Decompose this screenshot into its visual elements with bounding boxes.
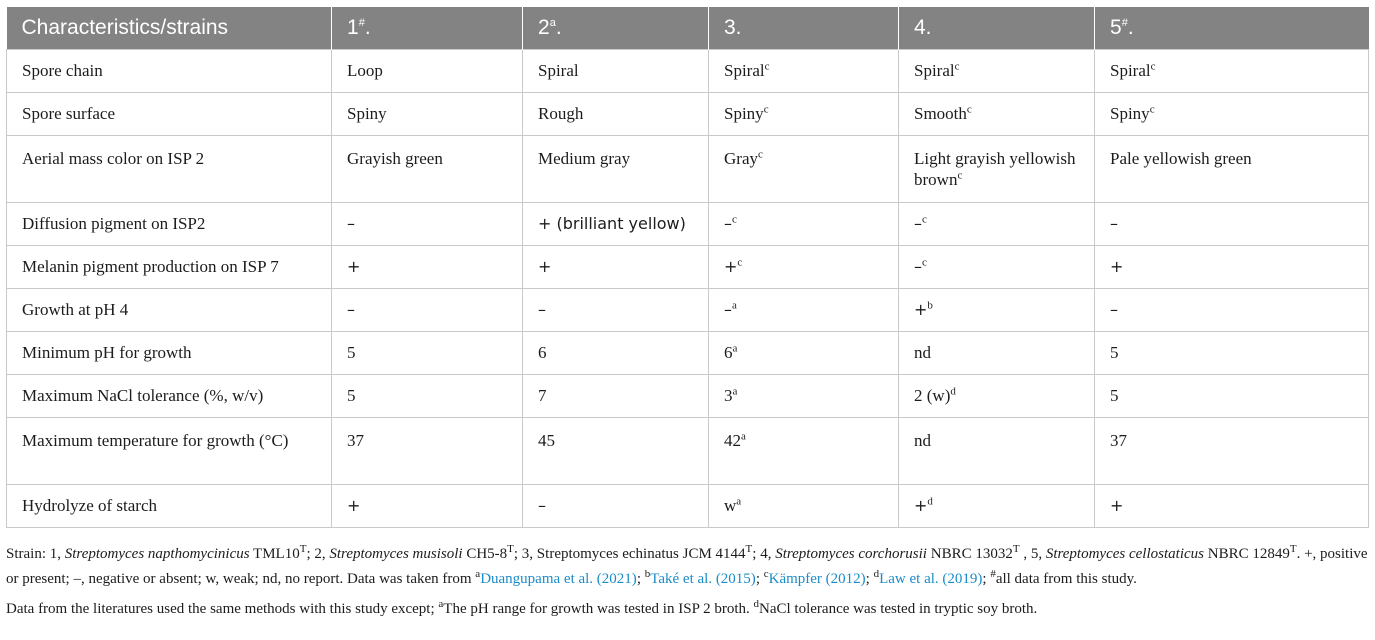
cell-strain-4 bbox=[899, 135, 1095, 202]
cell-strain-2 bbox=[523, 484, 709, 527]
header-strain-2: 2$^a$. bbox=[523, 7, 709, 49]
cell-strain-2 bbox=[523, 49, 709, 92]
header-strain-5: 5#. bbox=[1110, 15, 1134, 39]
cell-strain-5 bbox=[1095, 202, 1369, 245]
table-row bbox=[7, 374, 1369, 417]
cell-value: 6 bbox=[538, 343, 547, 362]
cell-value: Loop bbox=[347, 61, 383, 80]
cell-strain-2 bbox=[523, 245, 709, 288]
cell-superscript: d bbox=[950, 385, 956, 398]
cell-value: 37 bbox=[347, 430, 364, 450]
cell-strain-3 bbox=[709, 92, 899, 135]
cell-strain-1 bbox=[332, 49, 523, 92]
cell-value: – bbox=[1110, 214, 1118, 233]
cell-strain-4 bbox=[899, 92, 1095, 135]
cell-strain-5 bbox=[1095, 374, 1369, 417]
cell-value: – bbox=[1110, 300, 1118, 319]
cell-superscript: c bbox=[763, 103, 769, 116]
cell-strain-3 bbox=[709, 135, 899, 202]
cell-value: w bbox=[724, 496, 737, 515]
cell-strain-5 bbox=[1095, 245, 1369, 288]
cell-strain-3 bbox=[709, 331, 899, 374]
cell-value: nd bbox=[914, 430, 931, 450]
cell-strain-1 bbox=[332, 245, 523, 288]
cell-superscript: c bbox=[1149, 103, 1155, 116]
cell-superscript: d bbox=[927, 495, 933, 508]
cell-superscript: c bbox=[957, 168, 963, 181]
cell-strain-4 bbox=[899, 245, 1095, 288]
cell-strain-4 bbox=[899, 49, 1095, 92]
table-row bbox=[7, 135, 1369, 202]
cell-value: + bbox=[347, 257, 361, 276]
reference-link-kampfer[interactable]: Kämpfer (2012) bbox=[768, 571, 866, 587]
cell-superscript: a bbox=[736, 495, 742, 508]
cell-strain-5 bbox=[1095, 417, 1369, 484]
cell-strain-1 bbox=[332, 202, 523, 245]
cell-strain-3 bbox=[709, 417, 899, 484]
cell-value: nd bbox=[914, 343, 931, 362]
table-row bbox=[7, 202, 1369, 245]
cell-strain-4 bbox=[899, 417, 1095, 484]
cell-superscript: c bbox=[922, 213, 927, 226]
cell-superscript: c bbox=[966, 103, 972, 116]
cell-superscript: c bbox=[737, 256, 743, 269]
cell-strain-4 bbox=[899, 202, 1095, 245]
cell-strain-1 bbox=[332, 374, 523, 417]
cell-strain-3 bbox=[709, 49, 899, 92]
cell-value: 5 bbox=[347, 343, 356, 362]
cell-value: + bbox=[347, 496, 361, 515]
reference-link-take[interactable]: Také et al. (2015) bbox=[650, 571, 756, 587]
cell-superscript: a bbox=[732, 299, 737, 312]
cell-superscript: c bbox=[757, 147, 763, 160]
cell-value: Spiral bbox=[538, 61, 579, 80]
cell-superscript: c bbox=[922, 256, 927, 269]
table-row bbox=[7, 331, 1369, 374]
cell-value: + bbox=[538, 257, 552, 276]
table-footnotes bbox=[6, 542, 1370, 622]
cell-value: 5 bbox=[347, 386, 356, 405]
cell-value: 45 bbox=[538, 430, 555, 450]
reference-link-duangupama[interactable]: Duangupama et al. (2021) bbox=[480, 571, 637, 587]
header-strain-1: 1#. bbox=[332, 7, 523, 49]
cell-strain-2 bbox=[523, 288, 709, 331]
cell-value: 37 bbox=[1110, 430, 1127, 450]
table-row bbox=[7, 484, 1369, 527]
cell-strain-5 bbox=[1095, 92, 1369, 135]
footnote-methods: Data from the literatures used the same methods with this study except; $^a$The pH range for growth was tested in ISP 2 broth. $^d$NaCl tolerance was tested in tryptic soy broth. bbox=[6, 598, 1038, 617]
cell-strain-2 bbox=[523, 92, 709, 135]
cell-strain-1 bbox=[332, 331, 523, 374]
table-row bbox=[7, 49, 1369, 92]
cell-value: Smooth bbox=[914, 104, 967, 123]
cell-superscript: a bbox=[741, 429, 746, 442]
cell-value: 5 bbox=[1110, 343, 1119, 362]
header-strain-3: 3. bbox=[709, 7, 899, 49]
cell-value: – bbox=[347, 214, 355, 233]
cell-value: – bbox=[914, 257, 922, 276]
row-label: Melanin pigment production on ISP 7 bbox=[7, 245, 332, 288]
cell-strain-2 bbox=[523, 135, 709, 202]
table-row bbox=[7, 288, 1369, 331]
cell-value: Spiny bbox=[347, 104, 387, 123]
header-characteristics: Characteristics/strains bbox=[7, 7, 332, 49]
cell-strain-5 bbox=[1095, 331, 1369, 374]
strain-characteristics-table bbox=[6, 7, 1369, 528]
cell-value: – bbox=[724, 214, 732, 233]
cell-strain-2 bbox=[523, 202, 709, 245]
cell-strain-5 bbox=[1095, 484, 1369, 527]
cell-value: Pale yellowish green bbox=[1110, 148, 1252, 168]
cell-strain-5 bbox=[1095, 288, 1369, 331]
cell-value: Light grayish yellowish brown bbox=[914, 148, 1076, 189]
row-label: Hydrolyze of starch bbox=[7, 484, 332, 527]
cell-strain-3 bbox=[709, 288, 899, 331]
cell-value: 2 (w) bbox=[914, 386, 951, 405]
cell-strain-4 bbox=[899, 288, 1095, 331]
cell-strain-5 bbox=[1095, 135, 1369, 202]
cell-value: + bbox=[914, 496, 928, 515]
cell-value: Spiral bbox=[1110, 61, 1151, 80]
reference-link-law[interactable]: Law et al. (2019) bbox=[879, 571, 983, 587]
cell-strain-4 bbox=[899, 374, 1095, 417]
table-header-row bbox=[7, 7, 1369, 49]
cell-strain-3 bbox=[709, 245, 899, 288]
cell-strain-1 bbox=[332, 288, 523, 331]
row-label: Diffusion pigment on ISP2 bbox=[7, 202, 332, 245]
cell-value: + bbox=[1110, 496, 1124, 515]
cell-strain-1 bbox=[332, 484, 523, 527]
cell-value: 3 bbox=[724, 386, 733, 405]
cell-value: + bbox=[724, 257, 738, 276]
cell-value: + bbox=[1110, 257, 1124, 276]
cell-strain-3 bbox=[709, 374, 899, 417]
row-label: Growth at pH 4 bbox=[7, 288, 332, 331]
row-label: Maximum temperature for growth (°C) bbox=[7, 417, 332, 484]
cell-strain-1 bbox=[332, 417, 523, 484]
row-label: Spore surface bbox=[7, 92, 332, 135]
cell-strain-4 bbox=[899, 484, 1095, 527]
cell-strain-2 bbox=[523, 331, 709, 374]
cell-strain-1 bbox=[332, 92, 523, 135]
cell-superscript: b bbox=[927, 299, 933, 312]
cell-value: 6 bbox=[724, 343, 733, 362]
cell-superscript: a bbox=[732, 342, 738, 355]
cell-value: + (brilliant yellow) bbox=[538, 214, 686, 233]
cell-value: 7 bbox=[538, 386, 547, 405]
row-label: Minimum pH for growth bbox=[7, 331, 332, 374]
cell-value: Grayish green bbox=[347, 148, 443, 168]
cell-value: – bbox=[724, 300, 732, 319]
row-label: Aerial mass color on ISP 2 bbox=[7, 135, 332, 202]
table-row bbox=[7, 245, 1369, 288]
cell-strain-2 bbox=[523, 417, 709, 484]
cell-strain-4 bbox=[899, 331, 1095, 374]
cell-value: Rough bbox=[538, 104, 584, 123]
cell-value: – bbox=[538, 496, 546, 515]
footnote-strains: Strain: 1, Streptomyces napthomycinicus $TML10^T$; 2, Streptomyces musisoli $CH5-8^T$; 3, Streptomyces echinatus JCM $4144^T$; 4, Streptomyces corchorusii NBRC $13032^T$ , 5, Streptomyces cellostaticus NBRC $12849^T$. +, positive or present; –, negative or absent; w, weak; nd, no report. Data was taken from $^a$Duangupama et al. (2021); $^b$Také et al. (2015); $^c$Kämpfer (2012); $^d$Law et al. (2019); #all data from this study. bbox=[6, 543, 1368, 587]
cell-value: 5 bbox=[1110, 386, 1119, 405]
cell-strain-2 bbox=[523, 374, 709, 417]
row-label: Maximum NaCl tolerance (%, w/v) bbox=[7, 374, 332, 417]
cell-value: + bbox=[914, 300, 928, 319]
row-label: Spore chain bbox=[7, 49, 332, 92]
cell-strain-1 bbox=[332, 135, 523, 202]
cell-value: Spiny bbox=[1110, 104, 1150, 123]
cell-superscript: c bbox=[1150, 60, 1156, 73]
cell-value: Medium gray bbox=[538, 148, 631, 168]
cell-value: 42 bbox=[724, 430, 741, 450]
table-row bbox=[7, 417, 1369, 484]
cell-strain-5 bbox=[1095, 49, 1369, 92]
cell-superscript: c bbox=[954, 60, 960, 73]
cell-strain-3 bbox=[709, 202, 899, 245]
cell-value: Spiny bbox=[724, 104, 764, 123]
header-strain-4: 4. bbox=[899, 7, 1095, 49]
table-row bbox=[7, 92, 1369, 135]
cell-superscript: c bbox=[764, 60, 770, 73]
cell-superscript: a bbox=[732, 385, 738, 398]
cell-value: Spiral bbox=[724, 61, 765, 80]
cell-value: – bbox=[347, 300, 355, 319]
cell-superscript: c bbox=[732, 213, 737, 226]
cell-value: – bbox=[914, 214, 922, 233]
cell-value: Spiral bbox=[914, 61, 955, 80]
cell-value: Gray bbox=[724, 148, 758, 168]
cell-strain-3 bbox=[709, 484, 899, 527]
cell-value: – bbox=[538, 300, 546, 319]
